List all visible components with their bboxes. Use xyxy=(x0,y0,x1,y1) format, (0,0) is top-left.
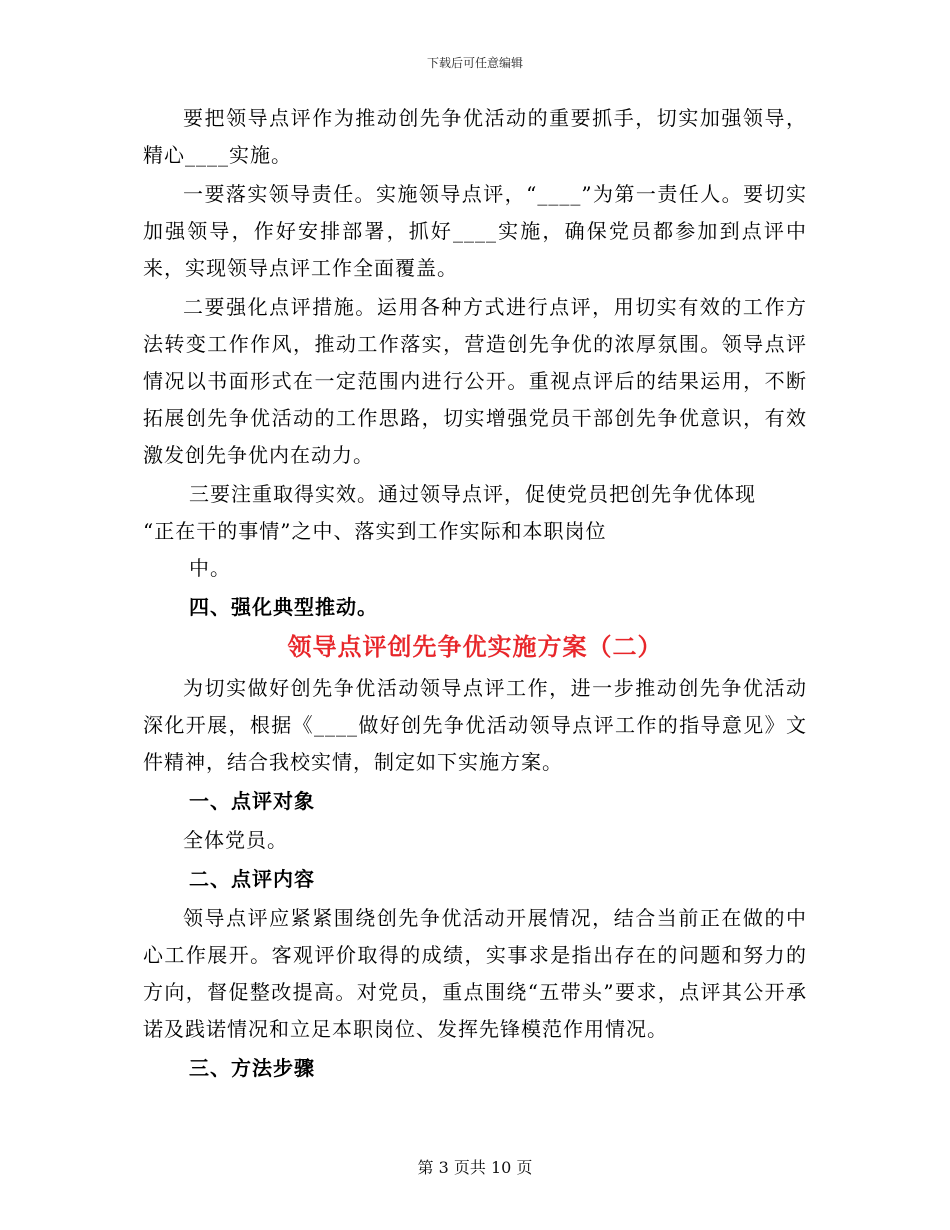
paragraph-responsibility: 一要落实领导责任。实施领导点评，“____”为第一责任人。要切实加强领导，作好安排部署，抓好____实施，确保党员都参加到点评中来，实现领导点评工作全面覆盖。 xyxy=(143,182,807,280)
paragraph-effect-line-2: “正在干的事情”之中、落实到工作实际和本职岗位 xyxy=(143,519,607,543)
paragraph-effect xyxy=(143,476,807,587)
paragraph-review-content: 领导点评应紧紧围绕创先争优活动开展情况，结合当前正在做的中心工作展开。客观评价取得的成绩，实事求是指出存在的问题和努力的方向，督促整改提高。对党员，重点围绕“五带头”要求，点评其公开承诺及践诺情况和立足本职岗位、发挥先锋模范作用情况。 xyxy=(143,906,807,1041)
document-body xyxy=(143,100,807,1087)
paragraph-intro: 为切实做好创先争优活动领导点评工作，进一步推动创先争优活动深化开展，根据《____做好创先争优活动领导点评工作的指导意见》文件精神，结合我校实情，制定如下实施方案。 xyxy=(143,676,807,774)
page-footer: 第 3 页共 10 页 xyxy=(417,1158,533,1177)
heading-method-steps: 三、方法步骤 xyxy=(189,1056,315,1080)
paragraph-effect-line-1: 三要注重取得实效。通过领导点评，促使党员把创先争优体现 xyxy=(189,482,756,506)
page-header: 下载后可任意编辑 xyxy=(426,56,523,70)
paragraph-measures: 二要强化点评措施。运用各种方式进行点评，用切实有效的工作方法转变工作作风，推动工作落实，营造创先争优的浓厚氛围。领导点评情况以书面形式在一定范围内进行公开。重视点评后的结果运用，不断拓展创先争优活动的工作思路，切实增强党员干部创先争优意识，有效激发创先争优内在动力。 xyxy=(143,295,807,467)
paragraph-leadership: 要把领导点评作为推动创先争优活动的重要抓手，切实加强领导，精心____实施。 xyxy=(143,106,807,167)
heading-review-content: 二、点评内容 xyxy=(189,867,315,891)
heading-review-target: 一、点评对象 xyxy=(189,789,315,813)
section-title: 领导点评创先争优实施方案（二） xyxy=(287,632,663,661)
paragraph-review-target: 全体党员。 xyxy=(183,828,288,852)
heading-typical-promotion: 四、强化典型推动。 xyxy=(189,595,378,619)
paragraph-effect-line-3: 中。 xyxy=(189,556,231,580)
